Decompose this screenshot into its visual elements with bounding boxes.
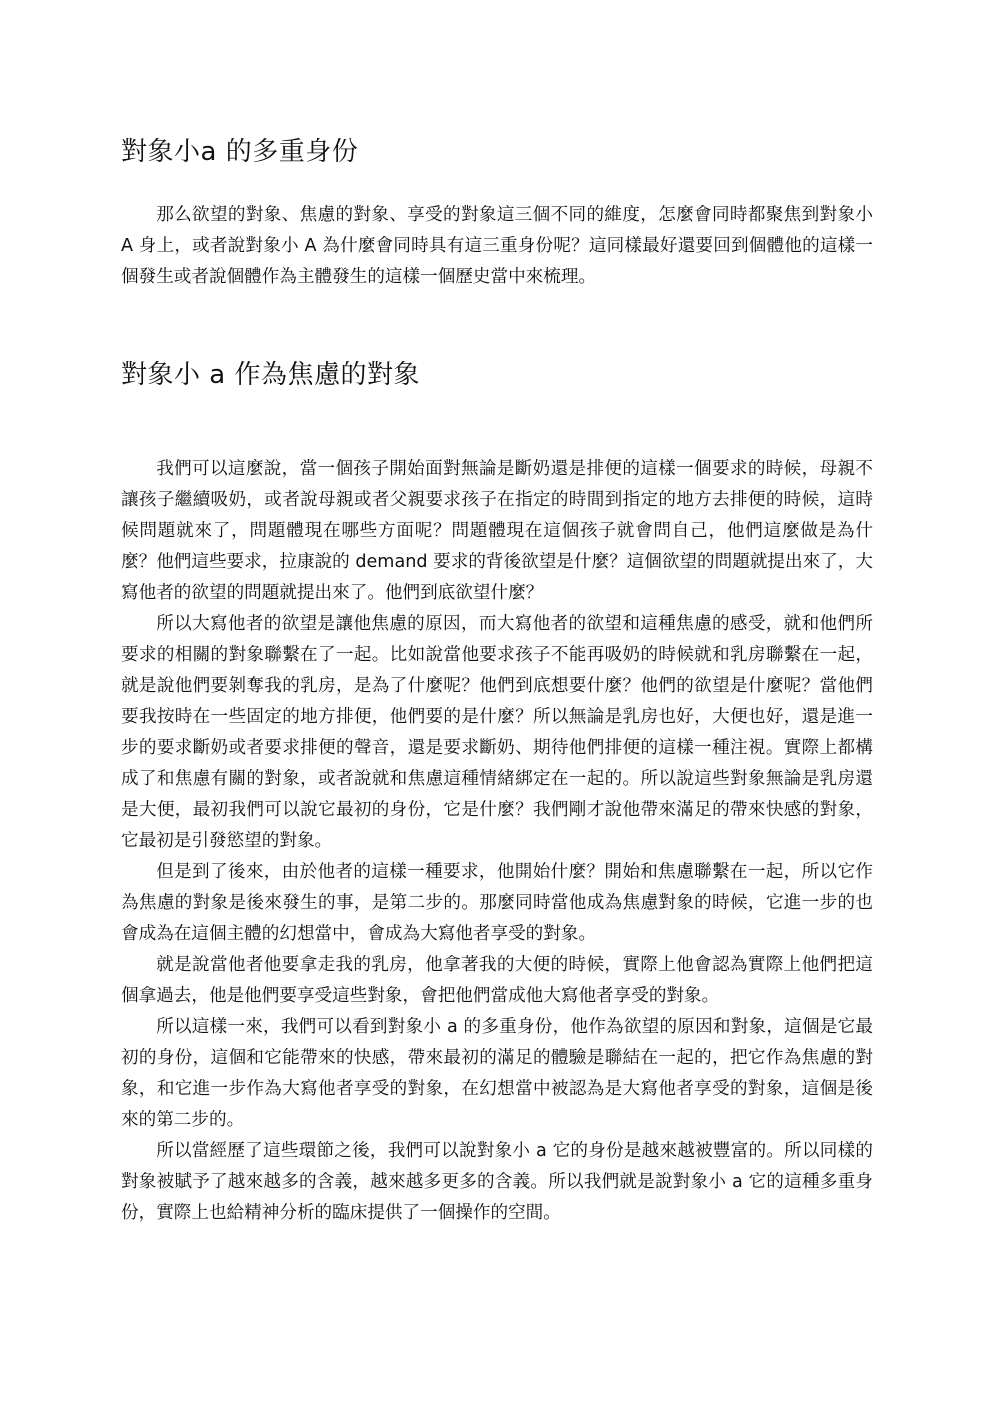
paragraph: 我們可以這麼說，當一個孩子開始面對無論是斷奶還是排便的這樣一個要求的時候，母親不讓孩子繼續吸奶，或者說母親或者父親要求孩子在指定的時間到指定的地方去排便的時候，這時候問題就來了，問題體現在哪些方面呢？問題體現在這個孩子就會問自己，他們這麼做是為什麼？他們這些要求，拉康說的 demand 要求的背後欲望是什麼？這個欲望的問題就提出來了，大寫他者的欲望的問題就提出來了。他們到底欲望什麼？ (121, 459, 873, 603)
paragraph: 所以大寫他者的欲望是讓他焦慮的原因，而大寫他者的欲望和這種焦慮的感受，就和他們所要求的相關的對象聯繫在了一起。比如說當他要求孩子不能再吸奶的時候就和乳房聯繫在一起，就是說他們要剝奪我的乳房，是為了什麼呢？他們到底想要什麼？他們的欲望是什麼呢？當他們要我按時在一些固定的地方排便，他們要的是什麼？所以無論是乳房也好，大便也好，還是進一步的要求斷奶或者要求排便的聲音，還是要求斷奶、期待他們排便的這樣一種注視。實際上都構成了和焦慮有關的對象，或者說就和焦慮這種情緒綁定在一起的。所以說這些對象無論是乳房還是大便，最初我們可以說它最初的身份，它是什麼？我們剛才說他帶來滿足的帶來快感的對象，它最初是引發慾望的對象。 (121, 614, 873, 851)
paragraph: 但是到了後來，由於他者的這樣一種要求，他開始什麼？開始和焦慮聯繫在一起，所以它作為焦慮的對象是後來發生的事，是第二步的。那麼同時當他成為焦慮對象的時候，它進一步的也會成為在這個主體的幻想當中，會成為大寫他者享受的對象。 (121, 862, 873, 944)
paragraph: 所以當經歷了這些環節之後，我們可以說對象小 a 它的身份是越來越被豐富的。所以同樣的對象被賦予了越來越多的含義，越來越多更多的含義。所以我們就是說對象小 a 它的這種多重身份，實際上也給精神分析的臨床提供了一個操作的空間。 (121, 1141, 873, 1223)
section-heading-multiple-identities: 對象小a 的多重身份 (121, 137, 359, 167)
section-heading-anxiety-object: 對象小 a 作為焦慮的對象 (121, 360, 420, 390)
paragraph: 那么欲望的對象、焦慮的對象、享受的對象這三個不同的維度，怎麼會同時都聚焦到對象小 A 身上，或者說對象小 A 為什麼會同時具有這三重身份呢？這同樣最好還要回到個體他的這樣一個發生或者說個體作為主體發生的這樣一個歷史當中來梳理。 (121, 205, 873, 287)
paragraph: 就是說當他者他要拿走我的乳房，他拿著我的大便的時候，實際上他會認為實際上他們把這個拿過去，他是他們要享受這些對象，會把他們當成他大寫他者享受的對象。 (121, 955, 873, 1006)
section-intro (121, 200, 873, 293)
section-anxiety (121, 454, 873, 1229)
paragraph: 所以這樣一來，我們可以看到對象小 a 的多重身份，他作為欲望的原因和對象，這個是它最初的身份，這個和它能帶來的快感，帶來最初的滿足的體驗是聯結在一起的，把它作為焦慮的對象，和它進一步作為大寫他者享受的對象，在幻想當中被認為是大寫他者享受的對象，這個是後來的第二步的。 (121, 1017, 873, 1130)
